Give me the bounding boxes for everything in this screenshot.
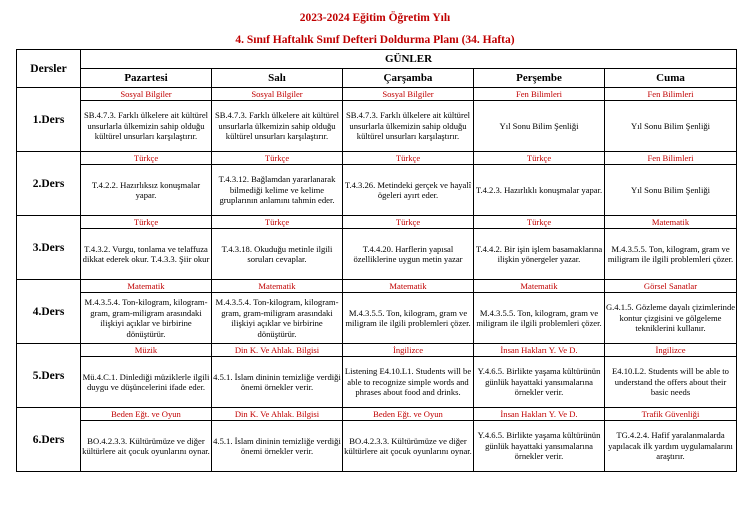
outcome-text: T.4.3.26. Metindeki gerçek ve hayalî ögeleri ayırt eder. (343, 165, 474, 216)
gunler-header: GÜNLER (81, 50, 737, 69)
lesson-label: 2.Ders (17, 152, 81, 216)
outcome-text: T.4.4.2. Bir işin işlem basamaklarına ilişkin yönergeler yazar. (474, 229, 605, 280)
subject-name: Din K. Ve Ahlak. Bilgisi (212, 408, 343, 421)
outcome-text: M.4.3.5.5. Ton, kilogram, gram ve miligram ile ilgili problemleri çözer. (605, 229, 737, 280)
subject-name: Matematik (605, 216, 737, 229)
subject-name: Matematik (81, 280, 212, 293)
outcome-text: Y.4.6.5. Birlikte yaşama kültürünün günlük hayattaki yansımalarına örnekler verir. (474, 421, 605, 472)
subject-name: Sosyal Bilgiler (343, 88, 474, 101)
outcome-text: T.4.4.20. Harflerin yapısal özelliklerine uygun metin yazar (343, 229, 474, 280)
subject-name: Fen Bilimleri (474, 88, 605, 101)
lesson-label: 1.Ders (17, 88, 81, 152)
subject-name: Matematik (474, 280, 605, 293)
subject-name: Fen Bilimleri (605, 152, 737, 165)
lesson-content-row (17, 101, 737, 152)
lesson-content-row (17, 165, 737, 216)
outcome-text: BO.4.2.3.3. Kültürümüze ve diğer kültürlere ait çocuk oyunlarını oynar. (343, 421, 474, 472)
lesson-content-row (17, 229, 737, 280)
lesson-subject-row (17, 88, 737, 101)
day-header-sali: Salı (212, 69, 343, 88)
outcome-text: Listening E4.10.L1. Students will be able to recognize simple words and phrases about food and drinks. (343, 357, 474, 408)
lesson-label: 6.Ders (17, 408, 81, 472)
subject-name: Türkçe (212, 152, 343, 165)
lesson-label: 4.Ders (17, 280, 81, 344)
day-header-cuma: Cuma (605, 69, 737, 88)
subject-name: İnsan Hakları Y. Ve D. (474, 408, 605, 421)
lesson-content-row (17, 293, 737, 344)
lesson-subject-row (17, 152, 737, 165)
subject-name: İngilizce (605, 344, 737, 357)
subject-name: Sosyal Bilgiler (81, 88, 212, 101)
lesson-subject-row (17, 216, 737, 229)
lesson-content-row (17, 421, 737, 472)
outcome-text: G.4.1.5. Gözleme dayalı çizimlerinde kontur çizgisini ve gölgeleme tekniklerini kullanır. (605, 293, 737, 344)
subject-name: İngilizce (343, 344, 474, 357)
subject-name: Trafik Güvenliği (605, 408, 737, 421)
outcome-text: Yıl Sonu Bilim Şenliği (474, 101, 605, 152)
outcome-text: T.4.2.3. Hazırlıklı konuşmalar yapar. (474, 165, 605, 216)
subject-name: Görsel Sanatlar (605, 280, 737, 293)
subject-name: Müzik (81, 344, 212, 357)
outcome-text: Yıl Sonu Bilim Şenliği (605, 101, 737, 152)
subject-name: Türkçe (474, 152, 605, 165)
subject-name: Türkçe (343, 216, 474, 229)
subject-name: Din K. Ve Ahlak. Bilgisi (212, 344, 343, 357)
outcome-text: TG.4.2.4. Hafif yaralanmalarda yapılacak ilk yardım uygulamalarını araştırır. (605, 421, 737, 472)
outcome-text: M.4.3.5.5. Ton, kilogram, gram ve miligram ile ilgili problemleri çözer. (474, 293, 605, 344)
subject-name: Matematik (212, 280, 343, 293)
lesson-label: 3.Ders (17, 216, 81, 280)
subject-name: Türkçe (343, 152, 474, 165)
subject-name: Sosyal Bilgiler (212, 88, 343, 101)
lesson-label: 5.Ders (17, 344, 81, 408)
outcome-text: T.4.3.18. Okuduğu metinle ilgili soruları cevaplar. (212, 229, 343, 280)
outcome-text: Y.4.6.5. Birlikte yaşama kültürünün günlük hayattaki yansımalarına örnekler verir. (474, 357, 605, 408)
outcome-text: E4.10.L2. Students will be able to understand the offers about their basic needs (605, 357, 737, 408)
header-row-days (17, 69, 737, 88)
subject-name: Türkçe (81, 152, 212, 165)
outcome-text: 4.5.1. İslam dininin temizliğe verdiği önemi örnekler verir. (212, 421, 343, 472)
subject-name: Beden Eğt. ve Oyun (343, 408, 474, 421)
subject-name: Türkçe (474, 216, 605, 229)
subject-name: Türkçe (212, 216, 343, 229)
subject-name: Fen Bilimleri (605, 88, 737, 101)
dersler-header: Dersler (17, 50, 81, 88)
lesson-subject-row (17, 280, 737, 293)
outcome-text: M.4.3.5.5. Ton, kilogram, gram ve miligram ile ilgili problemleri çözer. (343, 293, 474, 344)
document-subtitle: 4. Sınıf Haftalık Sınıf Defteri Doldurma Planı (34. Hafta) (235, 34, 515, 46)
outcome-text: SB.4.7.3. Farklı ülkelere ait kültürel unsurlarla ülkemizin sahip olduğu kültürel unsurları karşılaştırır. (212, 101, 343, 152)
subject-name: Matematik (343, 280, 474, 293)
outcome-text: SB.4.7.3. Farklı ülkelere ait kültürel unsurlarla ülkemizin sahip olduğu kültürel unsurları karşılaştırır. (81, 101, 212, 152)
lesson-subject-row (17, 408, 737, 421)
document-title: 2023-2024 Eğitim Öğretim Yılı (299, 12, 451, 24)
outcome-text: T.4.3.2. Vurgu, tonlama ve telaffuza dikkat ederek okur. T.4.3.3. Şiir okur (81, 229, 212, 280)
outcome-text: T.4.3.12. Bağlamdan yararlanarak bilmediği kelime ve kelime gruplarının anlamını tahmin eder. (212, 165, 343, 216)
outcome-text: M.4.3.5.4. Ton-kilogram, kilogram-gram, gram-miligram arasındaki ilişkiyi açıklar ve birbirine dönüştürür. (212, 293, 343, 344)
subject-name: Türkçe (81, 216, 212, 229)
outcome-text: Yıl Sonu Bilim Şenliği (605, 165, 737, 216)
outcome-text: Mü.4.C.1. Dinlediği müziklerle ilgili duygu ve düşüncelerini ifade eder. (81, 357, 212, 408)
outcome-text: M.4.3.5.4. Ton-kilogram, kilogram-gram, gram-miligram arasındaki ilişkiyi açıklar ve birbirine dönüştürür. (81, 293, 212, 344)
outcome-text: BO.4.2.3.3. Kültürümüze ve diğer kültürlere ait çocuk oyunlarını oynar. (81, 421, 212, 472)
subject-name: Beden Eğt. ve Oyun (81, 408, 212, 421)
lesson-content-row (17, 357, 737, 408)
header-row-gunler (17, 50, 737, 69)
outcome-text: SB.4.7.3. Farklı ülkelere ait kültürel unsurlarla ülkemizin sahip olduğu kültürel unsurları karşılaştırır. (343, 101, 474, 152)
subject-name: İnsan Hakları Y. Ve D. (474, 344, 605, 357)
lesson-subject-row (17, 344, 737, 357)
weekly-plan-table (16, 49, 737, 472)
outcome-text: 4.5.1. İslam dininin temizliğe verdiği önemi örnekler verir. (212, 357, 343, 408)
day-header-carsamba: Çarşamba (343, 69, 474, 88)
day-header-persembe: Perşembe (474, 69, 605, 88)
day-header-pazartesi: Pazartesi (81, 69, 212, 88)
outcome-text: T.4.2.2. Hazırlıksız konuşmalar yapar. (81, 165, 212, 216)
